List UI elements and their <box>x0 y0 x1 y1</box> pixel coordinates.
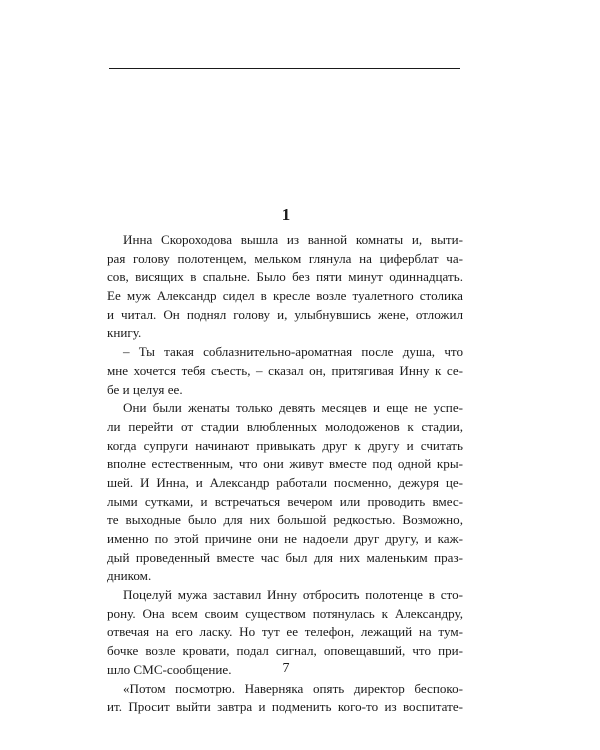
text-line: мне хочется тебя съесть, – сказал он, притягивая Инну к се- <box>107 362 463 378</box>
text-line: именно по этой причине они не надоели друг другу, и каж- <box>107 531 463 546</box>
page-number: 7 <box>282 661 290 676</box>
text-line: вполне естественным, что они живут вместе под одной кры- <box>107 456 463 472</box>
text-line: когда супруги начинают привыкать друг к другу и считать <box>107 437 463 453</box>
text-line: шло СМС-сообщение. <box>107 661 232 677</box>
text-line: шей. И Инна, и Александр работали посменно, дежуря це- <box>107 474 463 490</box>
text-line: «Потом посмотрю. Наверняка опять директор беспоко- <box>123 680 463 696</box>
text-line: ли перейти от стадии влюбленных молодоженов к стадии, <box>107 418 463 434</box>
chapter-number: 1 <box>281 205 291 224</box>
text-line: книгу. <box>107 325 142 341</box>
text-line: те выходные было для них большой редкостью. Возможно, <box>107 512 463 528</box>
text-line: бе и целуя ее. <box>107 381 183 397</box>
text-line: бочке возле кровати, подал сигнал, оповещавший, что при- <box>107 643 463 659</box>
text-line: дником. <box>107 568 152 584</box>
text-line: рая голову полотенцем, мельком глянула на циферблат ча- <box>107 250 463 266</box>
text-line: дый проведенный вместе час был для них маленьким праз- <box>107 549 463 565</box>
text-line: и читал. Он поднял голову и, улыбнувшись жене, отложил <box>107 306 463 322</box>
text-line: Они были женаты только девять месяцев и еще не успе- <box>123 400 463 416</box>
header-rule <box>109 68 460 69</box>
text-line: ит. Просит выйти завтра и подменить кого-то из воспитате- <box>107 699 463 715</box>
text-line: Ее муж Александр сидел в кресле возле туалетного столика <box>107 288 463 304</box>
text-line: сов, висящих в спальне. Было без пяти минут одиннадцать. <box>107 269 463 285</box>
text-line: рону. Она всем своим существом потянулась к Александру, <box>107 605 463 621</box>
text-line: отвечая на его ласку. Но тут ее телефон, лежащий на тум- <box>107 624 463 640</box>
text-line: Инна Скороходова вышла из ванной комнаты и, выти- <box>123 232 463 247</box>
body-text <box>107 231 463 717</box>
text-line: – Ты такая соблазнительно-ароматная после душа, что <box>123 344 463 360</box>
text-line: Поцелуй мужа заставил Инну отбросить полотенце в сто- <box>123 587 463 603</box>
text-line: лыми сутками, и встречаться вечером или проводить вмес- <box>107 493 463 509</box>
